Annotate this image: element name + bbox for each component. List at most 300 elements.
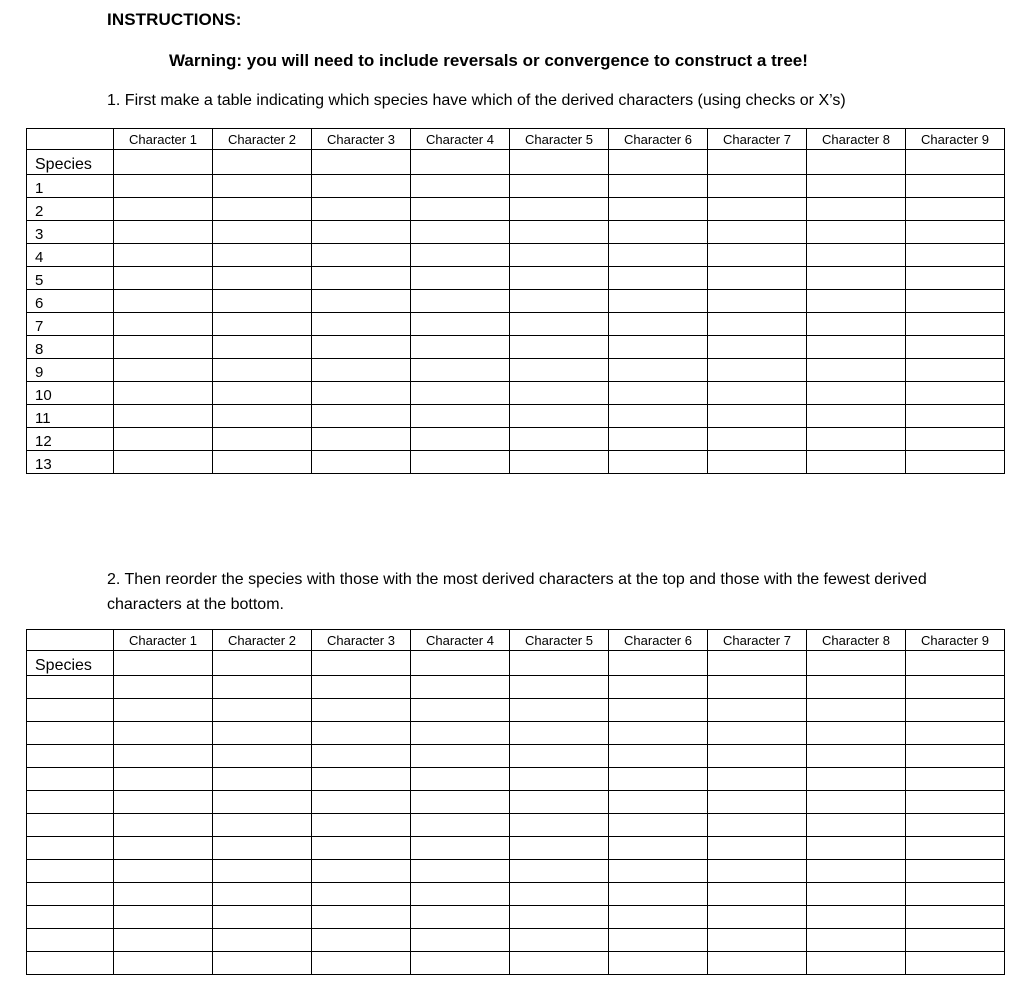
table-cell[interactable] (807, 428, 906, 451)
table-cell[interactable] (411, 651, 510, 676)
table-cell[interactable] (411, 336, 510, 359)
table-cell[interactable] (411, 860, 510, 883)
table-cell[interactable] (510, 699, 609, 722)
table-cell[interactable] (213, 860, 312, 883)
table-cell[interactable] (213, 221, 312, 244)
table-cell[interactable] (114, 382, 213, 405)
table-cell[interactable] (906, 699, 1005, 722)
table-cell[interactable] (213, 267, 312, 290)
table-cell[interactable] (609, 175, 708, 198)
table-cell[interactable] (510, 791, 609, 814)
table-cell[interactable] (807, 267, 906, 290)
table-cell[interactable] (312, 150, 411, 175)
table-cell[interactable] (906, 791, 1005, 814)
table-cell[interactable] (708, 791, 807, 814)
table-row (27, 722, 1005, 745)
table-cell[interactable] (213, 198, 312, 221)
species-number (27, 860, 114, 883)
table-row (27, 929, 1005, 952)
table-cell[interactable] (609, 883, 708, 906)
table-cell[interactable] (807, 768, 906, 791)
table-row (27, 221, 1005, 244)
species-number (27, 768, 114, 791)
table-cell[interactable] (114, 359, 213, 382)
table-cell[interactable] (114, 198, 213, 221)
table-cell[interactable] (411, 382, 510, 405)
table-cell[interactable] (114, 290, 213, 313)
table-cell[interactable] (906, 814, 1005, 837)
table-cell[interactable] (906, 405, 1005, 428)
table-cell[interactable] (807, 359, 906, 382)
table-cell[interactable] (114, 651, 213, 676)
table-cell[interactable] (510, 290, 609, 313)
table-cell[interactable] (609, 722, 708, 745)
table-cell[interactable] (807, 198, 906, 221)
table-cell[interactable] (609, 929, 708, 952)
table-cell[interactable] (114, 267, 213, 290)
table-cell[interactable] (708, 244, 807, 267)
table-cell[interactable] (312, 952, 411, 975)
table-cell[interactable] (213, 150, 312, 175)
table-cell[interactable] (312, 221, 411, 244)
table-cell[interactable] (609, 244, 708, 267)
table-cell[interactable] (906, 267, 1005, 290)
species-number (27, 837, 114, 860)
table-cell[interactable] (510, 313, 609, 336)
species-number (27, 676, 114, 699)
species-label: Species (27, 150, 114, 175)
table-cell[interactable] (807, 336, 906, 359)
table-cell[interactable] (906, 336, 1005, 359)
column-header: Character 7 (708, 129, 807, 150)
table-cell[interactable] (312, 359, 411, 382)
table-cell[interactable] (609, 860, 708, 883)
table-row (27, 860, 1005, 883)
table-cell[interactable] (708, 428, 807, 451)
table-cell[interactable] (213, 929, 312, 952)
table-cell[interactable] (708, 198, 807, 221)
table-cell[interactable] (114, 221, 213, 244)
table-cell[interactable] (510, 198, 609, 221)
table-cell[interactable] (906, 745, 1005, 768)
table-cell[interactable] (609, 814, 708, 837)
table-cell[interactable] (510, 150, 609, 175)
table-cell[interactable] (510, 175, 609, 198)
table-cell[interactable] (114, 405, 213, 428)
table-cell[interactable] (510, 267, 609, 290)
table-cell[interactable] (312, 676, 411, 699)
table-cell[interactable] (312, 768, 411, 791)
table-cell[interactable] (213, 745, 312, 768)
table-cell[interactable] (312, 290, 411, 313)
table-cell[interactable] (510, 722, 609, 745)
table-cell[interactable] (411, 745, 510, 768)
table-row (27, 359, 1005, 382)
table-cell[interactable] (411, 676, 510, 699)
table-cell[interactable] (708, 290, 807, 313)
table-cell[interactable] (906, 150, 1005, 175)
table-cell[interactable] (213, 336, 312, 359)
table-cell[interactable] (807, 175, 906, 198)
table-cell[interactable] (807, 722, 906, 745)
table-cell[interactable] (906, 906, 1005, 929)
table-cell[interactable] (411, 150, 510, 175)
table-cell[interactable] (708, 382, 807, 405)
table-cell[interactable] (807, 929, 906, 952)
table-cell[interactable] (807, 382, 906, 405)
table-cell[interactable] (609, 382, 708, 405)
table-cell[interactable] (411, 883, 510, 906)
table-cell[interactable] (114, 883, 213, 906)
table-cell[interactable] (213, 428, 312, 451)
table-cell[interactable] (906, 290, 1005, 313)
table-cell[interactable] (213, 837, 312, 860)
table-cell[interactable] (609, 791, 708, 814)
table-cell[interactable] (807, 676, 906, 699)
table-cell[interactable] (312, 791, 411, 814)
table-cell[interactable] (807, 883, 906, 906)
table-cell[interactable] (708, 768, 807, 791)
table-cell[interactable] (411, 290, 510, 313)
table-row (27, 428, 1005, 451)
table-cell[interactable] (312, 929, 411, 952)
table-cell[interactable] (708, 175, 807, 198)
table-cell[interactable] (510, 244, 609, 267)
table-cell[interactable] (411, 906, 510, 929)
table-cell[interactable] (411, 428, 510, 451)
table-cell[interactable] (213, 175, 312, 198)
table-cell[interactable] (609, 768, 708, 791)
table-cell[interactable] (708, 745, 807, 768)
table-cell[interactable] (114, 906, 213, 929)
table-cell[interactable] (708, 860, 807, 883)
table-cell[interactable] (708, 906, 807, 929)
species-number: 4 (27, 244, 114, 267)
column-header: Character 1 (114, 630, 213, 651)
table-cell[interactable] (510, 221, 609, 244)
table-cell[interactable] (411, 699, 510, 722)
table-cell[interactable] (312, 860, 411, 883)
table-cell[interactable] (708, 405, 807, 428)
table-cell[interactable] (510, 814, 609, 837)
table-cell[interactable] (708, 722, 807, 745)
table-cell[interactable] (609, 952, 708, 975)
table-cell[interactable] (510, 768, 609, 791)
table-cell[interactable] (807, 906, 906, 929)
table-cell[interactable] (510, 929, 609, 952)
table-cell[interactable] (609, 906, 708, 929)
table-cell[interactable] (411, 359, 510, 382)
table-cell[interactable] (609, 267, 708, 290)
table-cell[interactable] (411, 221, 510, 244)
column-header: Character 6 (609, 129, 708, 150)
table-cell[interactable] (906, 175, 1005, 198)
table-cell[interactable] (510, 359, 609, 382)
table-cell[interactable] (807, 150, 906, 175)
table-cell[interactable] (510, 428, 609, 451)
species-label: Species (27, 651, 114, 676)
table-cell[interactable] (312, 722, 411, 745)
table-cell[interactable] (312, 814, 411, 837)
column-header: Character 5 (510, 129, 609, 150)
corner-cell (27, 129, 114, 150)
table-cell[interactable] (510, 405, 609, 428)
table-cell[interactable] (906, 676, 1005, 699)
table-cell[interactable] (312, 428, 411, 451)
table-cell[interactable] (411, 313, 510, 336)
table-cell[interactable] (708, 837, 807, 860)
table-cell[interactable] (708, 676, 807, 699)
table-row (27, 451, 1005, 474)
species-number: 12 (27, 428, 114, 451)
table-row (27, 699, 1005, 722)
table-cell[interactable] (708, 221, 807, 244)
table-cell[interactable] (114, 814, 213, 837)
table-cell[interactable] (609, 150, 708, 175)
table-cell[interactable] (312, 699, 411, 722)
table-cell[interactable] (807, 860, 906, 883)
species-number: 9 (27, 359, 114, 382)
table-row (27, 906, 1005, 929)
table-cell[interactable] (411, 929, 510, 952)
table-cell[interactable] (312, 906, 411, 929)
table-cell[interactable] (906, 313, 1005, 336)
table-cell[interactable] (510, 451, 609, 474)
table-cell[interactable] (906, 929, 1005, 952)
table-cell[interactable] (114, 745, 213, 768)
table-cell[interactable] (609, 198, 708, 221)
table-cell[interactable] (609, 651, 708, 676)
table-cell[interactable] (708, 267, 807, 290)
table-cell[interactable] (411, 814, 510, 837)
table-cell[interactable] (411, 722, 510, 745)
table-cell[interactable] (609, 336, 708, 359)
table-cell[interactable] (708, 929, 807, 952)
table-cell[interactable] (312, 651, 411, 676)
table-cell[interactable] (906, 837, 1005, 860)
step-2-text: 2. Then reorder the species with those with the most derived characters at the top and those with the fewest derived characters at the bottom. (107, 571, 927, 613)
column-header: Character 9 (906, 630, 1005, 651)
table-cell[interactable] (312, 883, 411, 906)
table-cell[interactable] (312, 837, 411, 860)
table-cell[interactable] (213, 883, 312, 906)
table-cell[interactable] (807, 244, 906, 267)
table-cell[interactable] (114, 313, 213, 336)
table-cell[interactable] (411, 837, 510, 860)
table-cell[interactable] (906, 451, 1005, 474)
table-cell[interactable] (708, 451, 807, 474)
table-cell[interactable] (213, 244, 312, 267)
table-cell[interactable] (114, 791, 213, 814)
table-cell[interactable] (510, 336, 609, 359)
table-cell[interactable] (213, 290, 312, 313)
table-cell[interactable] (213, 313, 312, 336)
table-cell[interactable] (114, 336, 213, 359)
table-cell[interactable] (906, 768, 1005, 791)
table-cell[interactable] (213, 768, 312, 791)
table-cell[interactable] (213, 359, 312, 382)
table-cell[interactable] (708, 150, 807, 175)
table-cell[interactable] (906, 221, 1005, 244)
table-cell[interactable] (510, 745, 609, 768)
table-cell[interactable] (411, 405, 510, 428)
table-cell[interactable] (807, 405, 906, 428)
table-cell[interactable] (213, 906, 312, 929)
species-number: 13 (27, 451, 114, 474)
table-cell[interactable] (609, 745, 708, 768)
table-cell[interactable] (906, 722, 1005, 745)
table-cell[interactable] (114, 952, 213, 975)
table-cell[interactable] (609, 837, 708, 860)
table-cell[interactable] (213, 722, 312, 745)
table-cell[interactable] (114, 837, 213, 860)
table-cell[interactable] (609, 405, 708, 428)
table-cell[interactable] (312, 198, 411, 221)
table-cell[interactable] (312, 382, 411, 405)
table-cell[interactable] (114, 929, 213, 952)
table-cell[interactable] (213, 451, 312, 474)
table-cell[interactable] (906, 198, 1005, 221)
table-cell[interactable] (708, 336, 807, 359)
table-cell[interactable] (213, 791, 312, 814)
table-cell[interactable] (213, 699, 312, 722)
table-cell[interactable] (114, 722, 213, 745)
table-row (27, 290, 1005, 313)
table-cell[interactable] (114, 175, 213, 198)
table-cell[interactable] (906, 382, 1005, 405)
table-cell[interactable] (807, 952, 906, 975)
table-cell[interactable] (609, 313, 708, 336)
table-cell[interactable] (312, 336, 411, 359)
table-cell[interactable] (807, 451, 906, 474)
table-cell[interactable] (114, 699, 213, 722)
table-cell[interactable] (114, 768, 213, 791)
table-cell[interactable] (213, 405, 312, 428)
corner-cell (27, 630, 114, 651)
table-cell[interactable] (312, 244, 411, 267)
table-cell[interactable] (708, 699, 807, 722)
table-cell[interactable] (906, 651, 1005, 676)
table-cell[interactable] (114, 676, 213, 699)
table-cell[interactable] (114, 860, 213, 883)
species-number (27, 722, 114, 745)
table-cell[interactable] (411, 451, 510, 474)
table-cell[interactable] (609, 699, 708, 722)
species-number (27, 791, 114, 814)
table-cell[interactable] (510, 860, 609, 883)
table-cell[interactable] (114, 150, 213, 175)
table-cell[interactable] (114, 244, 213, 267)
table-cell[interactable] (411, 198, 510, 221)
table-cell[interactable] (213, 676, 312, 699)
table-cell[interactable] (312, 175, 411, 198)
table-cell[interactable] (906, 860, 1005, 883)
table-cell[interactable] (807, 745, 906, 768)
table-row (27, 336, 1005, 359)
table-cell[interactable] (213, 651, 312, 676)
step-1-text: 1. First make a table indicating which species have which of the derived characters (using checks or X’s) (107, 92, 846, 109)
species-header-row (27, 651, 1005, 676)
table-cell[interactable] (213, 952, 312, 975)
table-cell[interactable] (807, 313, 906, 336)
table-row (27, 814, 1005, 837)
table-cell[interactable] (906, 952, 1005, 975)
species-number: 8 (27, 336, 114, 359)
character-table-1 (26, 128, 1005, 474)
table-cell[interactable] (708, 952, 807, 975)
table-row (27, 883, 1005, 906)
table-cell[interactable] (609, 451, 708, 474)
table-cell[interactable] (411, 244, 510, 267)
table-cell[interactable] (609, 221, 708, 244)
table-row (27, 175, 1005, 198)
table-cell[interactable] (312, 451, 411, 474)
table-cell[interactable] (807, 814, 906, 837)
table-cell[interactable] (411, 768, 510, 791)
table-cell[interactable] (510, 382, 609, 405)
table-row (27, 837, 1005, 860)
table-cell[interactable] (807, 791, 906, 814)
table-cell[interactable] (807, 651, 906, 676)
table-cell[interactable] (807, 837, 906, 860)
table-cell[interactable] (708, 883, 807, 906)
table-cell[interactable] (213, 814, 312, 837)
table-cell[interactable] (411, 791, 510, 814)
table-row (27, 952, 1005, 975)
table-cell[interactable] (510, 651, 609, 676)
table-cell[interactable] (609, 290, 708, 313)
column-header: Character 8 (807, 630, 906, 651)
table-cell[interactable] (312, 405, 411, 428)
table-cell[interactable] (708, 814, 807, 837)
table-cell[interactable] (114, 451, 213, 474)
table-cell[interactable] (807, 221, 906, 244)
table-cell[interactable] (411, 175, 510, 198)
table-cell[interactable] (708, 359, 807, 382)
warning-text: Warning: you will need to include reversals or convergence to construct a tree! (169, 51, 808, 70)
table-cell[interactable] (609, 428, 708, 451)
table-row (27, 267, 1005, 290)
table-cell[interactable] (609, 359, 708, 382)
species-number: 2 (27, 198, 114, 221)
table-cell[interactable] (807, 699, 906, 722)
table-cell[interactable] (510, 837, 609, 860)
table-cell[interactable] (609, 676, 708, 699)
table-cell[interactable] (906, 359, 1005, 382)
table-cell[interactable] (312, 267, 411, 290)
table-cell[interactable] (411, 267, 510, 290)
table-cell[interactable] (312, 745, 411, 768)
species-number (27, 814, 114, 837)
species-number: 7 (27, 313, 114, 336)
table-cell[interactable] (906, 428, 1005, 451)
table-row (27, 676, 1005, 699)
table-cell[interactable] (708, 313, 807, 336)
table-cell[interactable] (906, 883, 1005, 906)
table-cell[interactable] (213, 382, 312, 405)
table-cell[interactable] (411, 952, 510, 975)
table-cell[interactable] (708, 651, 807, 676)
table-cell[interactable] (807, 290, 906, 313)
table-cell[interactable] (906, 244, 1005, 267)
table-cell[interactable] (510, 952, 609, 975)
table-cell[interactable] (510, 906, 609, 929)
species-number: 10 (27, 382, 114, 405)
table-cell[interactable] (510, 883, 609, 906)
table-cell[interactable] (312, 313, 411, 336)
table-cell[interactable] (510, 676, 609, 699)
table-cell[interactable] (114, 428, 213, 451)
